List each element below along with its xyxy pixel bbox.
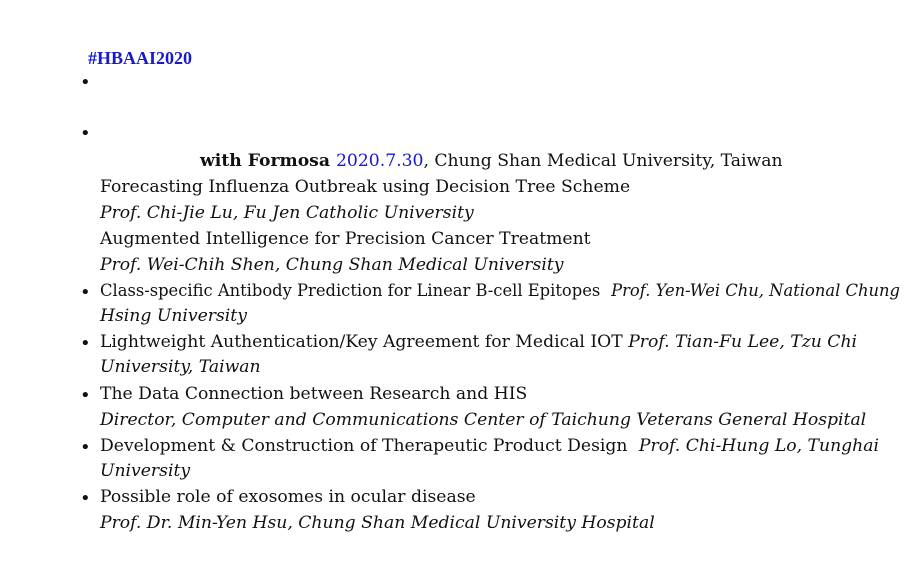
talk-speaker-cont: University (100, 461, 191, 481)
bullet: • (80, 385, 91, 406)
talk-line (100, 435, 879, 457)
talk-title: Class-specific Antibody Prediction for Linear B-cell Epitopes (100, 281, 606, 301)
bullet: • (80, 437, 91, 458)
talk-title: Augmented Intelligence for Precision Cancer Treatment (100, 229, 591, 249)
bullet: • (80, 488, 91, 509)
header-date: 2020.7.30 (335, 151, 424, 171)
talk-speaker: Prof. Chi-Jie Lu, Fu Jen Catholic University (100, 203, 474, 223)
event-header (200, 150, 783, 172)
talk-title: The Data Connection between Research and HIS (100, 384, 528, 404)
bullet-empty-1: • (80, 72, 91, 93)
bullet-empty-2: • (80, 123, 91, 144)
talk-speaker-cont: University, Taiwan (100, 357, 261, 377)
talk-title: Development & Construction of Therapeutic Product Design (100, 436, 633, 456)
header-bold: with Formosa (200, 151, 336, 171)
talk-title: Possible role of exosomes in ocular disease (100, 487, 476, 507)
talk-line (100, 280, 900, 302)
hashtag: #HBAAI2020 (88, 48, 193, 68)
talk-title: Forecasting Influenza Outbreak using Decision Tree Scheme (100, 177, 631, 197)
talk-speaker: Director, Computer and Communications Center of Taichung Veterans General Hospital (100, 410, 867, 430)
header-rest: , Chung Shan Medical University, Taiwan (423, 151, 783, 171)
talk-speaker: Prof. Tian-Fu Lee, Tzu Chi (628, 332, 858, 352)
talk-speaker-cont: Hsing University (100, 306, 247, 326)
talk-speaker: Prof. Chi-Hung Lo, Tunghai (638, 436, 879, 456)
talk-title: Lightweight Authentication/Key Agreement for Medical IOT (100, 332, 629, 352)
talk-line (100, 331, 857, 353)
talk-speaker: Prof. Yen-Wei Chu, National Chung (611, 281, 900, 301)
talk-speaker: Prof. Dr. Min-Yen Hsu, Chung Shan Medical University Hospital (100, 513, 655, 533)
talk-speaker: Prof. Wei-Chih Shen, Chung Shan Medical University (100, 255, 564, 275)
bullet: • (80, 333, 91, 354)
bullet: • (80, 282, 91, 303)
